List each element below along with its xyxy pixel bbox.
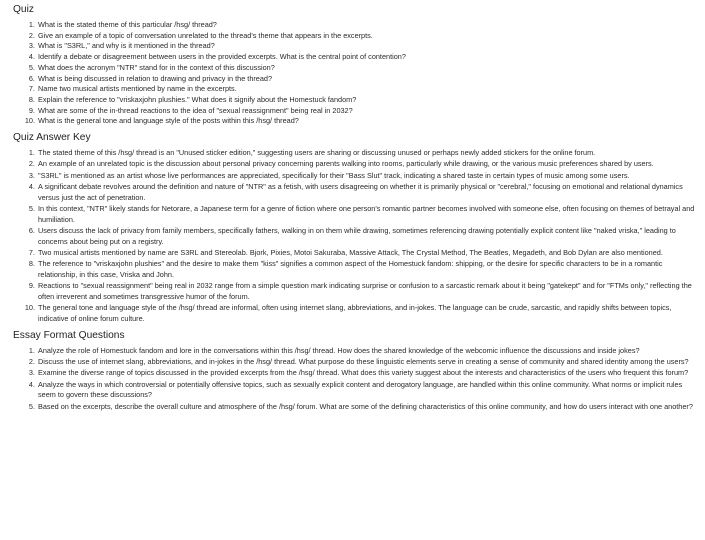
answer-item: 3. "S3RL" is mentioned as an artist whose live performances are appreciated, specifically for their "Bass Slut" track, indicating a shared taste in certain types of music among some users. [37, 171, 697, 182]
quiz-question: 10. What is the general tone and language style of the posts within this /hsg/ thread? [37, 116, 697, 127]
quiz-question: 6. What is being discussed in relation to drawing and privacy in the thread? [37, 74, 697, 85]
answer-item: 7. Two musical artists mentioned by name are S3RL and Stereolab. Bjork, Pixies, Motoi Sakuraba, Massive Attack, The Crystal Method, The Beatles, Megadeth, and Bob Dylan are also mentioned. [37, 248, 697, 259]
quiz-question: 4. Identify a debate or disagreement between users in the provided excerpts. What is the central point of contention? [37, 52, 697, 63]
answer-item: 4. A significant debate revolves around the definition and nature of "NTR" as a fetish, with users disagreeing on whether it is primarily physical or "cerebral," focusing on emotional and relational dynamics versus just the act of penetration. [37, 182, 697, 203]
quiz-question: 9. What are some of the in-thread reactions to the idea of "sexual reassignment" being real in 2032? [37, 106, 697, 117]
quiz-question: 8. Explain the reference to "vriskaxjohn plushies." What does it signify about the Homestuck fandom? [37, 95, 697, 106]
answer-item: 1. The stated theme of this /hsg/ thread is an "Unused sticker edition," suggesting users are sharing or discussing unused or perhaps newly added stickers for the online forum. [37, 148, 697, 159]
quiz-list [13, 20, 697, 127]
essay-heading: Essay Format Questions [13, 329, 125, 341]
answer-item: 9. Reactions to "sexual reassignment" being real in 2032 range from a simple question mark indicating surprise or confusion to a sarcastic remark about it being "gatekept" and for "FTMs only," reflecting the often irreverent and sometimes transgressive humor of the forum. [37, 281, 697, 302]
answer-item: 5. In this context, "NTR" likely stands for Netorare, a Japanese term for a genre of fiction where one person's romantic partner becomes involved with someone else, often focusing on themes of betrayal and humiliation. [37, 204, 697, 225]
answer-key-heading: Quiz Answer Key [13, 132, 91, 144]
essay-question: 2. Discuss the use of internet slang, abbreviations, and in-jokes in the /hsg/ thread. What purpose do these linguistic elements serve in creating a sense of community and shared identity among the users? [37, 357, 697, 368]
essay-question: 5. Based on the excerpts, describe the overall culture and atmosphere of the /hsg/ forum. What are some of the defining characteristics of this online community, and how do users interact with one another? [37, 402, 697, 413]
essay-question: 1. Analyze the role of Homestuck fandom and lore in the conversations within this /hsg/ thread. How does the shared knowledge of the webcomic influence the discussions and inside jokes? [37, 346, 697, 357]
quiz-question: 2. Give an example of a topic of conversation unrelated to the thread's theme that appears in the excerpts. [37, 31, 697, 42]
essay-question: 4. Analyze the ways in which controversial or potentially offensive topics, such as sexually explicit content and derogatory language, are handled within this online community. What norms or implicit rules seem to govern these discussions? [37, 380, 697, 401]
quiz-question: 3. What is "S3RL," and why is it mentioned in the thread? [37, 41, 697, 52]
answer-key-list [13, 148, 697, 325]
answer-item: 10. The general tone and language style of the /hsg/ thread are informal, often using internet slang, abbreviations, and in-jokes. The language can be crude, sarcastic, and rapidly shifts between topics, indicative of online forum culture. [37, 303, 697, 324]
quiz-question: 5. What does the acronym "NTR" stand for in the context of this discussion? [37, 63, 697, 74]
quiz-heading: Quiz [13, 4, 34, 15]
essay-list [13, 346, 697, 413]
answer-item: 2. An example of an unrelated topic is the discussion about personal privacy concerning parents walking into rooms, particularly while drawing, or the various music preferences shared by users. [37, 159, 697, 170]
answer-item: 6. Users discuss the lack of privacy from family members, specifically fathers, walking in on them while drawing, sometimes referencing drawing potentially explicit content like "naked vriska," leading to concerns about being put on a registry. [37, 226, 697, 247]
quiz-question: 1. What is the stated theme of this particular /hsg/ thread? [37, 20, 697, 31]
essay-question: 3. Examine the diverse range of topics discussed in the provided excerpts from the /hsg/ thread. What does this variety suggest about the interests and characteristics of the users who frequent this forum? [37, 368, 697, 379]
answer-item: 8. The reference to "vriskaxjohn plushies" and the desire to make them "kiss" signifies a common aspect of the Homestuck fandom: shipping, or the desire for specific characters to be in a romantic relationship, in this case, Vriska and John. [37, 259, 697, 280]
quiz-question: 7. Name two musical artists mentioned by name in the excerpts. [37, 84, 697, 95]
